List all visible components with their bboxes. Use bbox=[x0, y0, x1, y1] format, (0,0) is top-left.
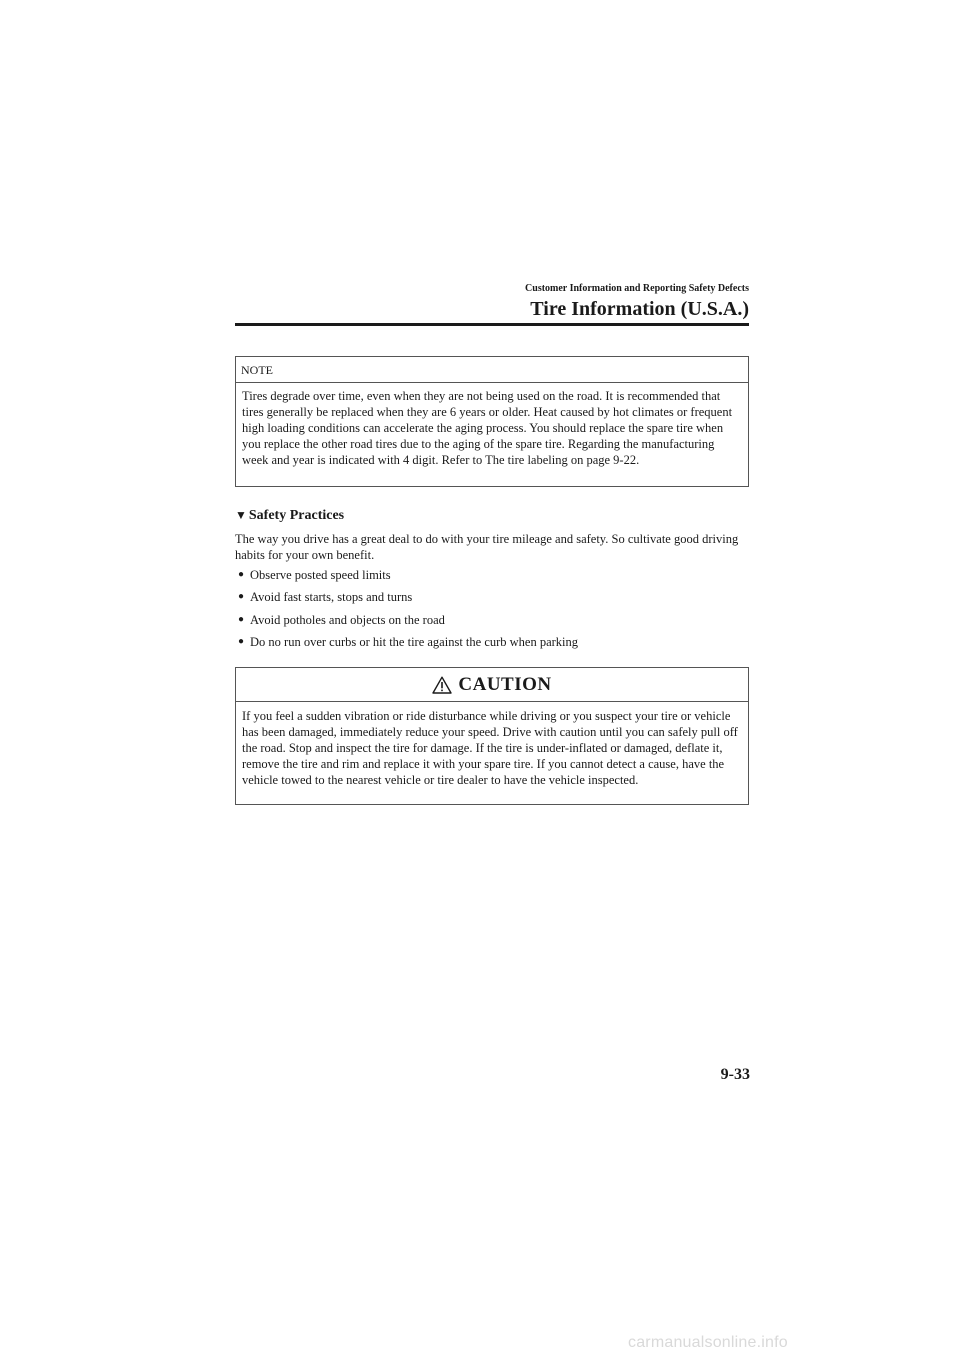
list-item bbox=[238, 612, 748, 634]
header-divider bbox=[235, 323, 749, 326]
watermark: carmanualsonline.info bbox=[628, 1334, 788, 1351]
caution-box bbox=[235, 667, 749, 805]
list-item-text: Avoid potholes and objects on the road bbox=[250, 612, 445, 627]
bullet-icon: ● bbox=[238, 613, 245, 625]
note-title: NOTE bbox=[236, 357, 748, 383]
list-item-text: Avoid fast starts, stops and turns bbox=[250, 590, 413, 605]
list-item-text: Do no run over curbs or hit the tire against the curb when parking bbox=[250, 634, 579, 649]
triangle-down-icon: ▼ bbox=[235, 508, 247, 522]
bullet-icon: ● bbox=[238, 635, 245, 647]
page-header bbox=[235, 283, 749, 322]
safety-intro-paragraph: The way you drive has a great deal to do with your tire mileage and safety. So cultivate good driving habits for your own benefit. bbox=[235, 532, 739, 562]
warning-triangle-icon bbox=[432, 676, 452, 694]
bullet-icon: ● bbox=[238, 591, 245, 603]
note-text: Tires degrade over time, even when they are not being used on the road. It is recommended that tires generally be replaced when they are 6 years or older. Heat caused by hot climates or frequent high loading conditions can accelerate the aging process. You should replace the spare tire when you replace the other road tires due to the aging of the spare tire. Regarding the manufacturing week and year is indicated with 4 digit. Refer to The tire labeling on page 9-22. bbox=[242, 389, 733, 467]
note-box bbox=[235, 356, 749, 487]
section-label: Customer Information and Reporting Safety Defects bbox=[525, 283, 749, 294]
page-number: 9-33 bbox=[720, 1066, 750, 1083]
safety-heading-text: Safety Practices bbox=[248, 508, 345, 523]
caution-title: CAUTION bbox=[458, 673, 552, 695]
page-title: Tire Information (U.S.A.) bbox=[530, 298, 749, 320]
bullet-icon: ● bbox=[238, 569, 245, 580]
caution-text: If you feel a sudden vibration or ride disturbance while driving or you suspect your tire or vehicle has been damaged, immediately reduce your speed. Drive with caution until you can safely pull off the road. Stop and inspect the tire for damage. If the tire is under-inflated or damaged, deflate it, remove the tire and rim and replace it with your spare tire. If you cannot detect a cause, have the vehicle towed to the nearest vehicle or tire dealer to have the vehicle inspected. bbox=[242, 709, 738, 787]
list-item bbox=[238, 634, 748, 656]
safety-practices-heading bbox=[235, 505, 344, 526]
list-item-text: Observe posted speed limits bbox=[250, 568, 391, 582]
safety-bullet-list bbox=[238, 567, 748, 656]
list-item bbox=[238, 567, 748, 589]
list-item bbox=[238, 589, 748, 611]
caution-header bbox=[236, 668, 748, 702]
